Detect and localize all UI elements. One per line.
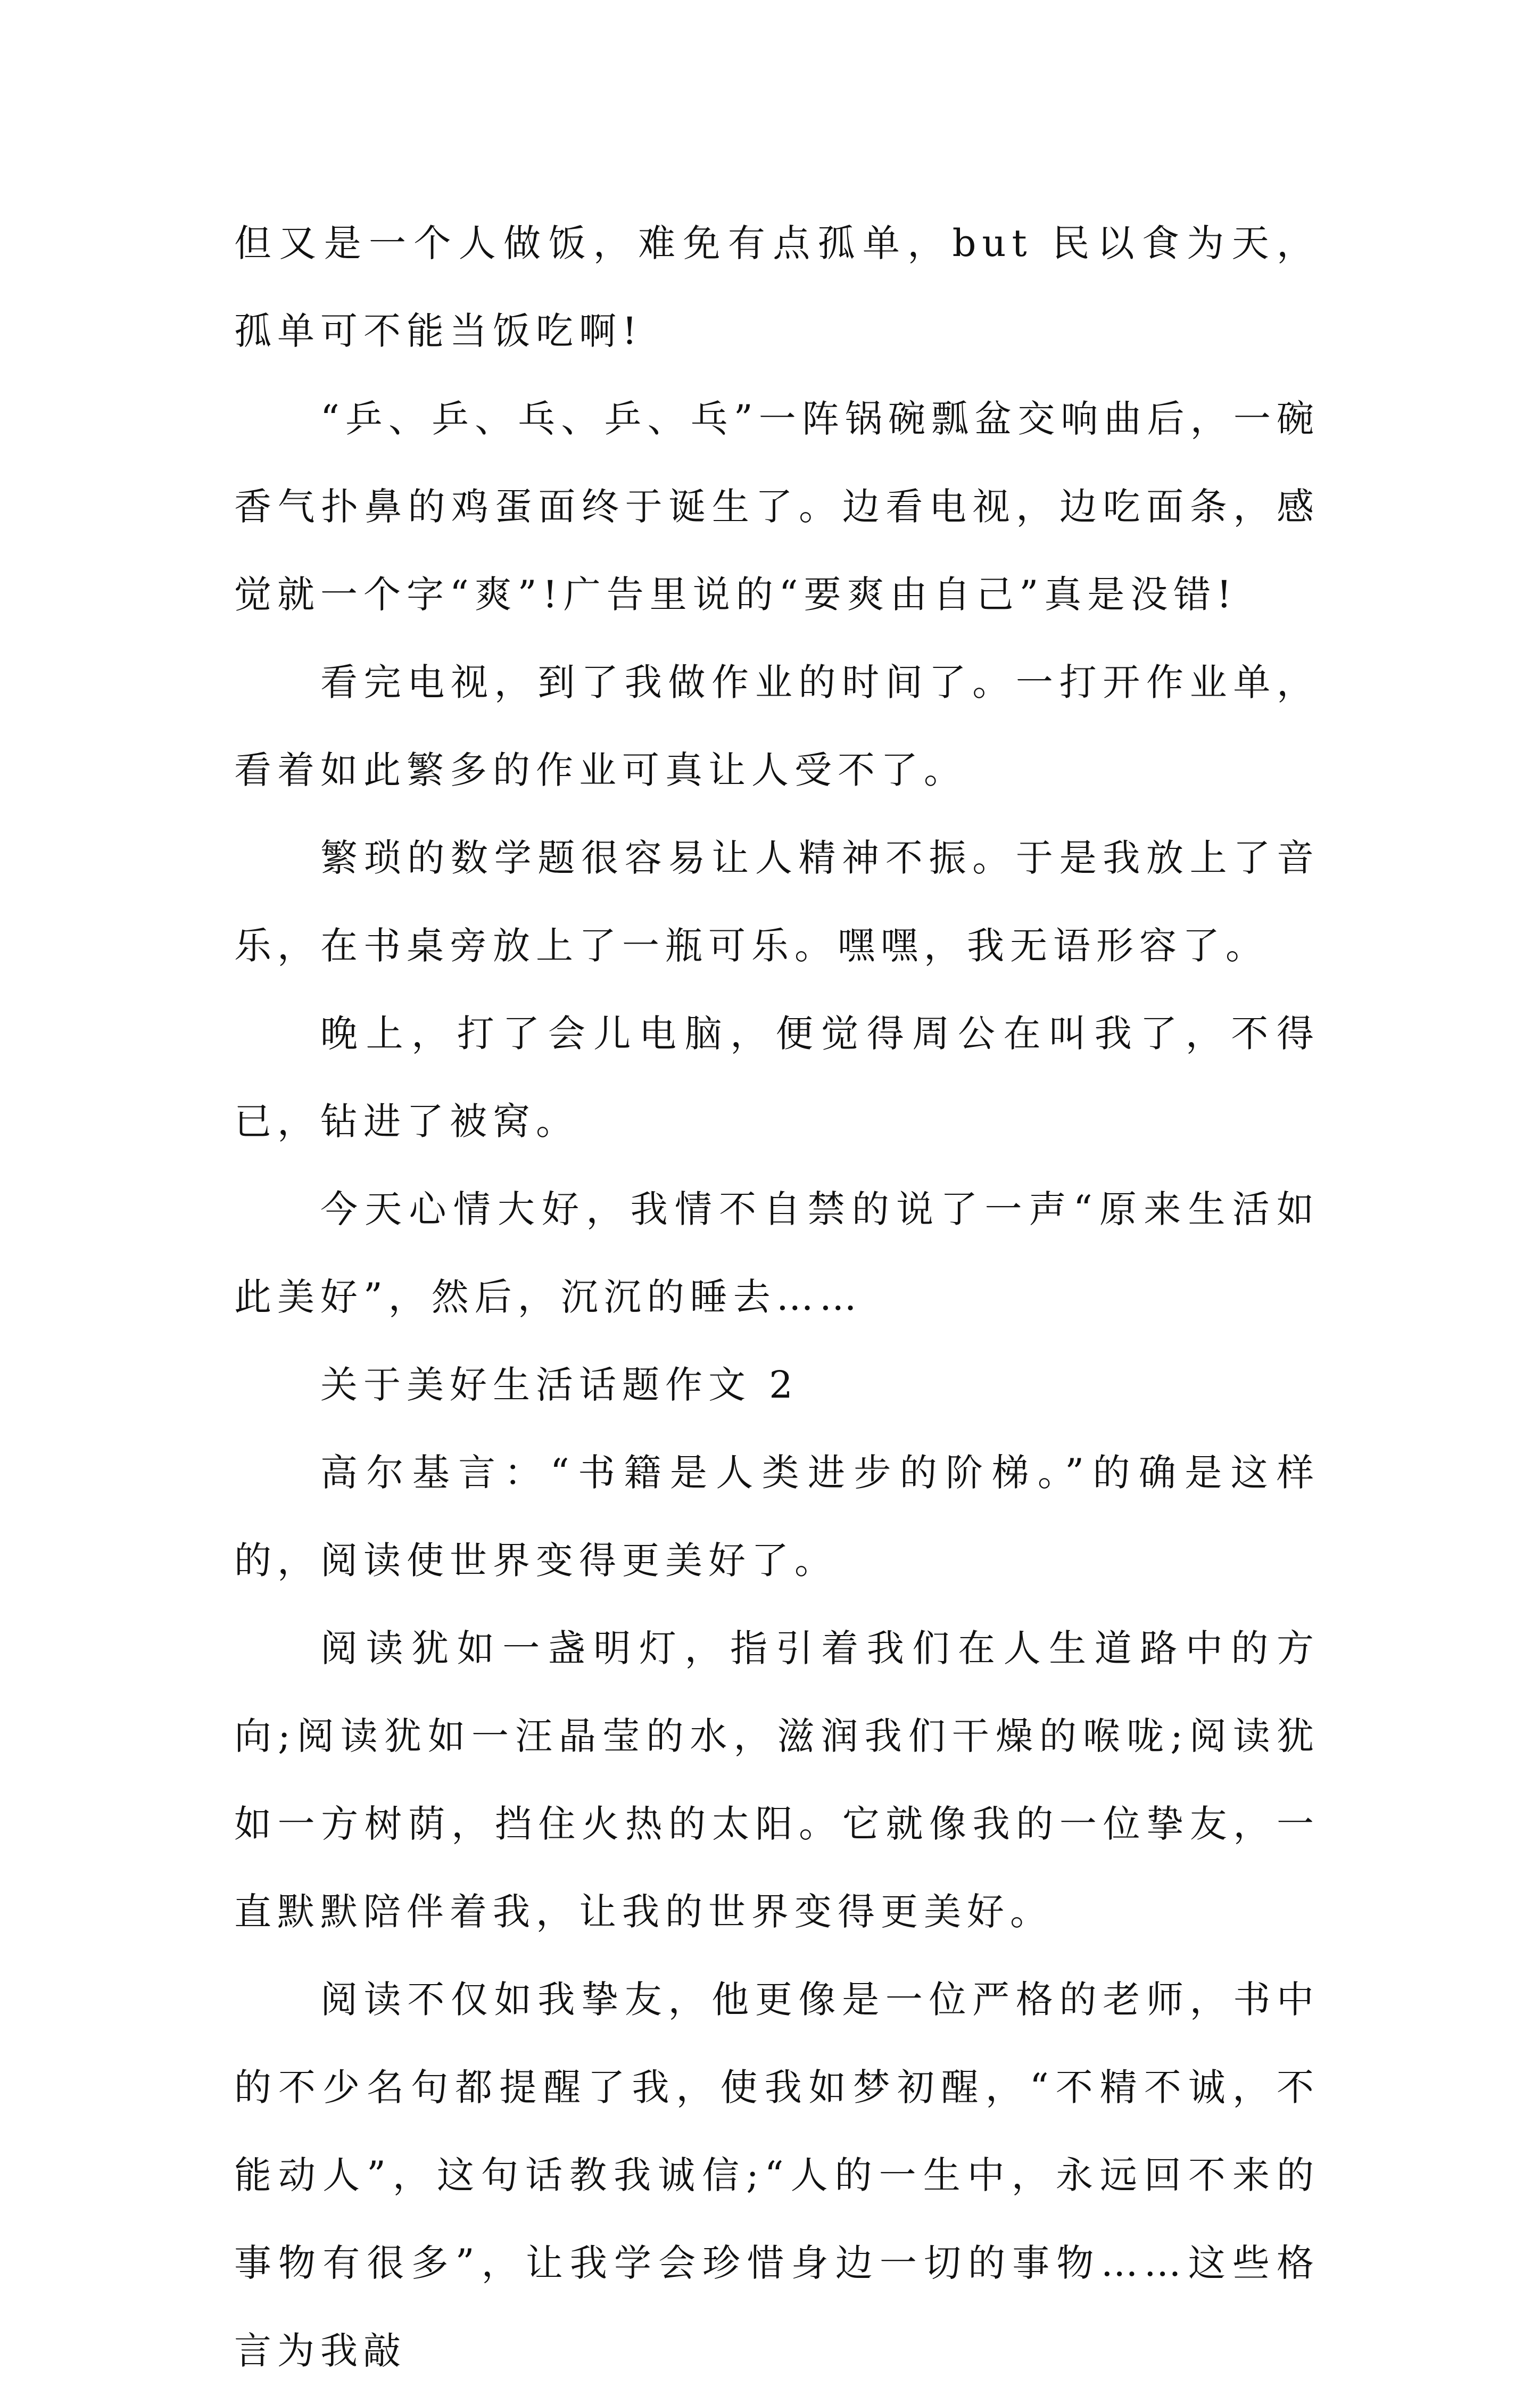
paragraph: 阅读不仅如我挚友，他更像是一位严格的老师，书中的不少名句都提醒了我，使我如梦初醒，“不精不诚，不能动人”，这句话教我诚信;“人的一生中，永远回不来的事物有很多”，让我学会珍惜身边一切的事物……这些格言为我敲: [234, 1978, 1320, 2373]
paragraph: 晚上，打了会儿电脑，便觉得周公在叫我了，不得已，钻进了被窝。: [234, 1012, 1320, 1143]
section-heading: 关于美好生活话题作文 2: [320, 1363, 799, 1407]
paragraph: 繁琐的数学题很容易让人精神不振。于是我放上了音乐，在书桌旁放上了一瓶可乐。嘿嘿，我无语形容了。: [234, 836, 1320, 968]
document-body: [234, 200, 1320, 2395]
paragraph: 但又是一个人做饭，难免有点孤单，but 民以食为天，孤单可不能当饭吃啊!: [234, 221, 1320, 353]
paragraph: 高尔基言：“书籍是人类进步的阶梯。”的确是这样的，阅读使世界变得更美好了。: [234, 1451, 1320, 1582]
paragraph: “乒、乒、乓、乒、乓”一阵锅碗瓢盆交响曲后，一碗香气扑鼻的鸡蛋面终于诞生了。边看电视，边吃面条，感觉就一个字“爽”!广告里说的“要爽由自己”真是没错!: [234, 397, 1320, 616]
paragraph: 看完电视，到了我做作业的时间了。一打开作业单，看着如此繁多的作业可真让人受不了。: [234, 660, 1320, 792]
paragraph: 今天心情大好，我情不自禁的说了一声“原来生活如此美好”，然后，沉沉的睡去……: [234, 1187, 1320, 1319]
paragraph: 阅读犹如一盏明灯，指引着我们在人生道路中的方向;阅读犹如一汪晶莹的水，滋润我们干燥的喉咙;阅读犹如一方树荫，挡住火热的太阳。它就像我的一位挚友，一直默默陪伴着我，让我的世界变得更美好。: [234, 1626, 1320, 1934]
